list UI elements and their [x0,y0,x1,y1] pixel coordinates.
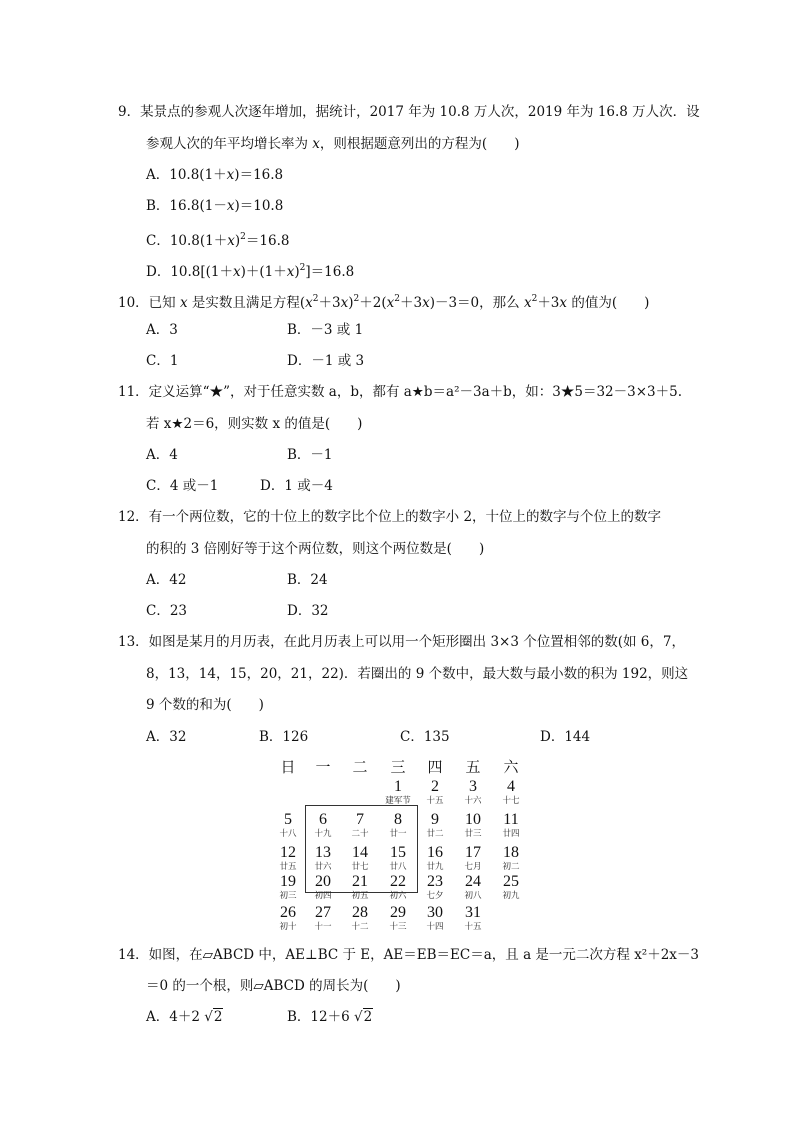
q11-option-d: D．1 或－4 [260,478,333,494]
day-number: 23 [427,873,443,890]
day-number: 9 [431,811,439,828]
lunar-date: 廿五 [279,862,297,872]
calendar-day [419,873,451,901]
lunar-date: 十二 [351,922,369,932]
day-number: 4 [507,778,515,795]
day-number: 26 [280,904,296,921]
q10-t-d: 2 [312,294,319,304]
q12-option-a: A．42 [146,572,187,588]
q10-t-f: x [340,295,349,311]
q10-t-o: x [523,295,532,311]
q11-option-b: B．－1 [287,447,333,463]
lunar-date: 廿四 [502,829,520,839]
q9-text-2a: 参观人次的年平均增长率为 [146,136,313,152]
q9-d-sup: 2 [299,263,306,273]
q9-text-2b: ，则根据题意列出的方程为( ) [319,136,520,152]
q11-line1: 11．定义运算“★”，对于任意实数 a，b，都有 a★b＝a²－3a＋b，如：3★5＝32－3×3＋5. [118,384,683,400]
calendar-day [495,811,527,839]
calendar-day [307,811,339,839]
calendar-day [272,844,304,872]
q9-var-x: x [312,136,320,152]
q9-a-pre: A．10.8(1＋ [146,167,227,183]
lunar-date: 七月 [464,862,482,872]
q11-option-a: A．4 [146,447,178,463]
q10-t-a: 10．已知 [118,295,180,311]
q10-option-b: B．－3 或 1 [287,322,364,338]
calendar-day [344,844,376,872]
calendar-day [382,873,414,901]
lunar-date: 十三 [389,922,407,932]
q10-option-d: D．－1 或 3 [287,353,365,369]
day-number: 19 [280,873,296,890]
lunar-date: 初二 [502,862,520,872]
day-number: 1 [394,778,402,795]
lunar-date: 建军节 [385,796,411,806]
q9-option-b [146,196,283,216]
q9-option-d [146,258,354,282]
q12-line1: 12．有一个两位数，它的十位上的数字比个位上的数字小 2，十位上的数字与个位上的数字 [118,509,662,525]
day-number: 15 [390,844,406,861]
lunar-date: 初九 [502,891,520,901]
calendar-day [457,904,489,932]
lunar-date: 初五 [351,891,369,901]
q10-t-p: 2 [531,294,538,304]
q10-t-l: ＋3 [399,295,423,311]
q9-a-post: )＝16.8 [234,167,284,183]
calendar-header: 日 [280,758,296,776]
calendar-day [457,811,489,839]
q14-a-radicand: 2 [213,1009,223,1025]
calendar-day [344,873,376,901]
q9-d-mid2: ) [294,264,300,280]
calendar-day [457,873,489,901]
lunar-date: 廿八 [389,862,407,872]
q9-d-pre: D．10.8[(1＋ [146,264,234,280]
q13-option-c: C．135 [400,729,450,745]
calendar-header: 二 [352,758,368,776]
q14-option-b [287,1007,373,1027]
calendar-day [307,844,339,872]
q10-line1 [118,289,649,313]
q10-t-b: 是实数且满足方程( [187,295,306,311]
lunar-date: 十五 [464,922,482,932]
q13-option-b: B．126 [259,729,309,745]
calendar-header: 五 [465,758,481,776]
lunar-date: 初六 [389,891,407,901]
lunar-date: 十八 [279,829,297,839]
calendar-day [495,844,527,872]
q10-t-i: ＋2( [359,295,387,311]
q9-b-pre: B．16.8(1－ [146,198,227,214]
q10-option-c: C．1 [146,353,179,369]
q10-t-s: 的值为( ) [567,295,650,311]
lunar-date: 十一 [314,922,332,932]
q12-line2: 的积的 3 倍刚好等于这个两位数，则这个两位数是( ) [146,541,485,557]
q13-line3: 9 个数的和为( ) [146,697,264,713]
q12-option-d: D．32 [287,603,329,619]
day-number: 17 [465,844,481,861]
q9-c-post: ＝16.8 [245,233,290,249]
q9-option-a [146,165,283,185]
q10-option-a: A．3 [146,322,178,338]
calendar-day [272,811,304,839]
calendar-day [344,811,376,839]
lunar-date: 廿七 [351,862,369,872]
day-number: 2 [431,778,439,795]
day-number: 16 [427,844,443,861]
day-number: 27 [315,904,331,921]
q9-d-var2: x [286,264,295,280]
calendar-day [344,904,376,932]
lunar-date: 廿三 [464,829,482,839]
day-number: 12 [280,844,296,861]
q9-text-1: 9．某景点的参观人次逐年增加，据统计，2017 年为 10.8 万人次，2019 年为 16.8 万人次．设 [118,104,700,120]
q10-t-g: ) [348,295,354,311]
lunar-date: 初三 [279,891,297,901]
q12-option-c: C．23 [146,603,188,619]
lunar-date: 十四 [426,922,444,932]
day-number: 25 [503,873,519,890]
q10-t-k: 2 [394,294,400,304]
day-number: 28 [352,904,368,921]
q14-line2: ＝0 的一个根，则▱ABCD 的周长为( ) [146,978,401,994]
day-number: 22 [390,873,406,890]
day-number: 7 [356,811,364,828]
calendar-day [272,904,304,932]
q10-t-h: 2 [353,294,360,304]
q10-t-r: x [559,295,568,311]
q10-t-n: )－3＝0，那么 [429,295,524,311]
calendar-day [457,778,489,806]
q9-c-sup: 2 [240,232,246,242]
lunar-date: 初八 [464,891,482,901]
q9-line1 [118,102,700,122]
q9-d-mid: )＋(1＋ [240,264,287,280]
q9-b-var: x [226,198,235,214]
calendar-day [272,873,304,901]
lunar-date: 十六 [464,796,482,806]
q10-t-var: x [179,295,188,311]
day-number: 5 [284,811,292,828]
day-number: 31 [465,904,481,921]
q12-option-b: B．24 [287,572,328,588]
q11-option-c: C．4 或－1 [146,478,219,494]
q9-c-mid: ) [234,233,241,249]
day-number: 18 [503,844,519,861]
q10-t-m: x [422,295,430,311]
q14-option-a [146,1007,223,1027]
day-number: 3 [469,778,477,795]
calendar-day [382,904,414,932]
day-number: 21 [352,873,368,890]
lunar-date: 廿一 [389,829,407,839]
q14-b-radicand: 2 [363,1009,373,1025]
q11-line2: 若 x★2＝6，则实数 x 的值是( ) [146,416,363,432]
calendar-day [495,778,527,806]
lunar-date: 七夕 [426,891,444,901]
q10-t-e: ＋3 [318,295,341,311]
calendar-day [419,844,451,872]
day-number: 10 [465,811,481,828]
q14-a-pre: A．4＋2 [146,1009,205,1025]
day-number: 8 [394,811,402,828]
calendar-header: 一 [315,758,331,776]
q9-d-var1: x [233,264,241,280]
calendar-day [495,873,527,901]
day-number: 29 [390,904,406,921]
q13-line2: 8，13，14，15，20，21，22)．若圈出的 9 个数中，最大数与最小数的积为 192，则这 [146,666,689,682]
q9-a-var: x [226,167,235,183]
day-number: 14 [352,844,368,861]
calendar-figure [272,756,530,936]
lunar-date: 初十 [279,922,297,932]
q10-t-c: x [305,295,313,311]
lunar-date: 廿六 [314,862,332,872]
calendar-day [307,904,339,932]
lunar-date: 廿二 [426,829,444,839]
q14-line1: 14．如图，在▱ABCD 中，AE⊥BC 于 E，AE＝EB＝EC＝a，且 a 是一元二次方程 x²＋2x－3 [118,947,700,963]
lunar-date: 初四 [314,891,332,901]
calendar-day [419,904,451,932]
q10-t-j: x [386,295,395,311]
day-number: 11 [503,811,519,828]
calendar-header: 四 [427,758,443,776]
calendar-day [419,778,451,806]
day-number: 20 [315,873,331,890]
lunar-date: 十九 [314,829,332,839]
q13-option-a: A．32 [146,729,187,745]
calendar-day [382,778,414,806]
q10-t-q: ＋3 [537,295,560,311]
q13-line1: 13．如图是某月的月历表，在此月历表上可以用一个矩形圈出 3×3 个位置相邻的数(如 6，7， [118,634,685,650]
day-number: 6 [319,811,327,828]
q9-option-c [146,227,289,251]
q14-b-pre: B．12＋6 [287,1009,354,1025]
sqrt-sign: √2 [353,1009,373,1025]
q9-c-var: x [227,233,235,249]
calendar-day [419,811,451,839]
day-number: 24 [465,873,481,890]
calendar-day [382,844,414,872]
q9-b-post: )＝10.8 [234,198,284,214]
calendar-day [457,844,489,872]
calendar-header: 三 [390,758,406,776]
lunar-date: 十五 [426,796,444,806]
q9-d-post: ]＝16.8 [305,264,355,280]
q9-line2 [146,134,519,154]
lunar-date: 廿九 [426,862,444,872]
day-number: 13 [315,844,331,861]
day-number: 30 [427,904,443,921]
q13-option-d: D．144 [540,729,591,745]
calendar-day [382,811,414,839]
calendar-header: 六 [503,758,519,776]
calendar-day [307,873,339,901]
sqrt-sign: √2 [204,1009,223,1025]
lunar-date: 十七 [502,796,520,806]
q9-c-pre: C．10.8(1＋ [146,233,228,249]
lunar-date: 二十 [351,829,369,839]
